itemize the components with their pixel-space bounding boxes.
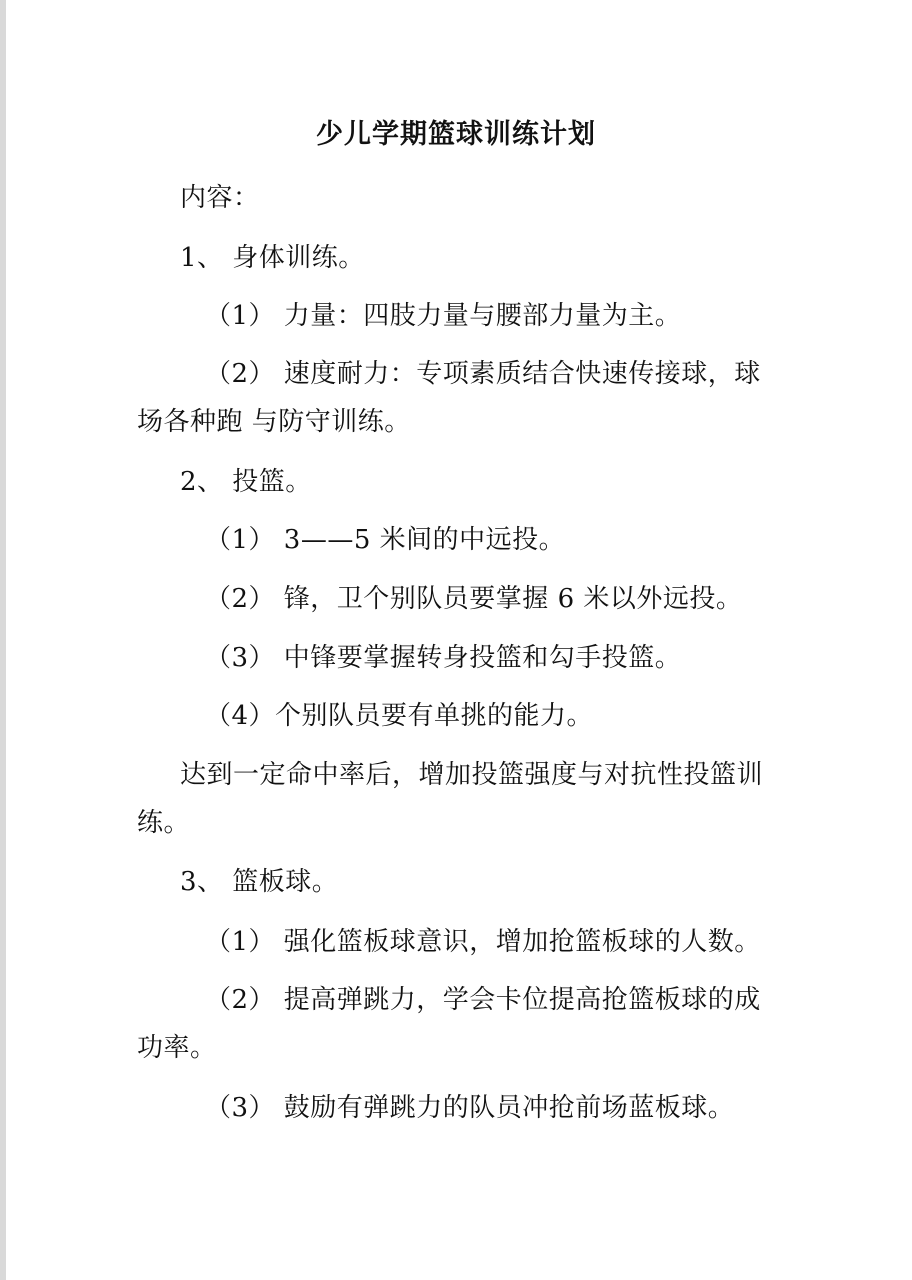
- list-item-speed-endurance: （2） 速度耐力：专项素质结合快速传接球，球: [205, 359, 761, 389]
- list-item-strength: （1） 力量：四肢力量与腰部力量为主。: [205, 301, 682, 331]
- section-heading-shooting: 2、 投篮。: [180, 467, 312, 497]
- list-item-offensive-rebound: （3） 鼓励有弹跳力的队员冲抢前场蓝板球。: [205, 1093, 735, 1123]
- list-item-center-shots: （3） 中锋要掌握转身投篮和勾手投篮。: [205, 643, 682, 673]
- document-title: 少儿学期篮球训练计划: [316, 119, 596, 150]
- section-heading-rebounding: 3、 篮板球。: [180, 867, 339, 897]
- list-item-mid-range-shot: （1） 3——5 米间的中远投。: [205, 525, 566, 555]
- section-heading-content: 内容：: [180, 183, 260, 213]
- paragraph-shooting-intensity-continued: 练。: [137, 808, 191, 838]
- section-heading-physical-training: 1、 身体训练。: [180, 243, 365, 273]
- list-item-jumping-boxout: （2） 提高弹跳力，学会卡位提高抢篮板球的成: [205, 985, 761, 1015]
- page-left-edge: [0, 0, 6, 1280]
- list-item-jumping-boxout-continued: 功率。: [137, 1033, 217, 1063]
- list-item-speed-endurance-continued: 场各种跑 与防守训练。: [137, 407, 411, 437]
- list-item-rebound-awareness: （1） 强化篮板球意识，增加抢篮板球的人数。: [205, 927, 761, 957]
- list-item-one-on-one: （4）个别队员要有单挑的能力。: [205, 701, 594, 731]
- list-item-long-range-shot: （2） 锋，卫个别队员要掌握 6 米以外远投。: [205, 584, 743, 614]
- paragraph-shooting-intensity: 达到一定命中率后，增加投篮强度与对抗性投篮训: [180, 760, 764, 790]
